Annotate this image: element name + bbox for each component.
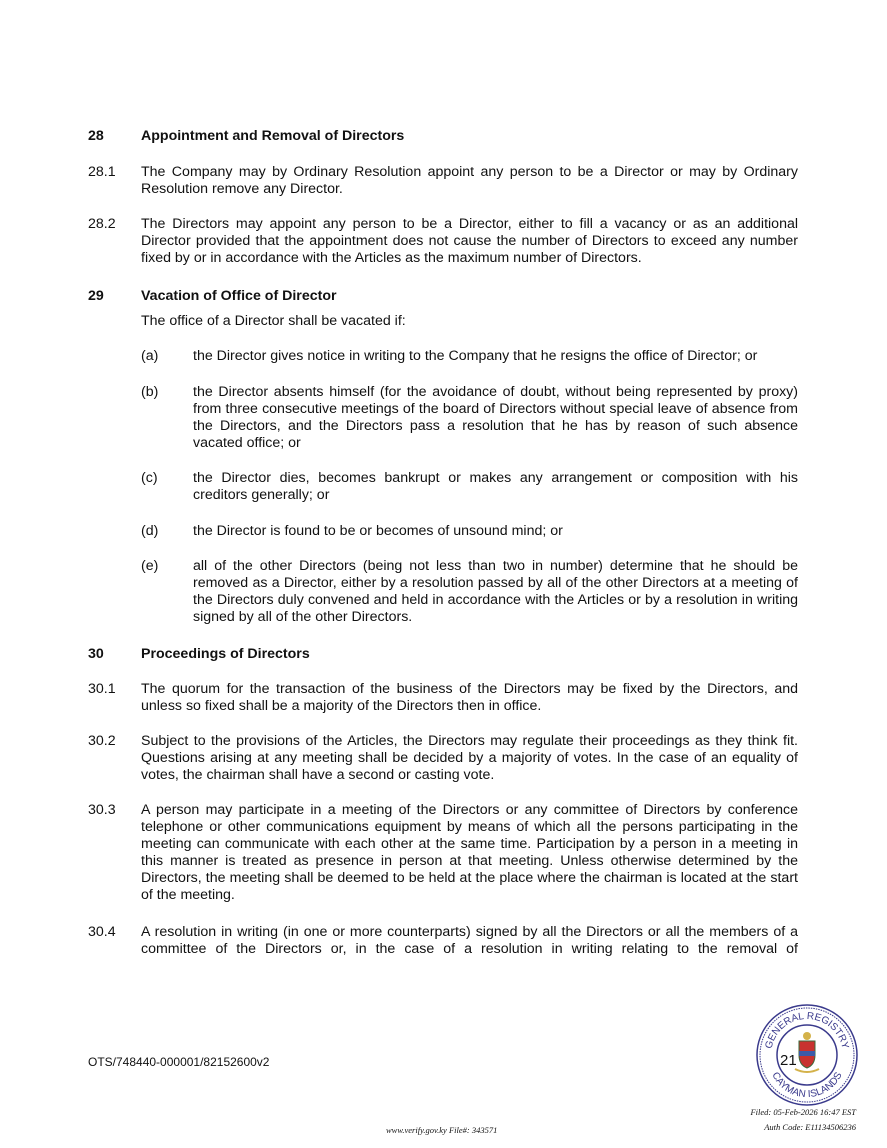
svg-text:CAYMAN ISLANDS: CAYMAN ISLANDS xyxy=(769,1070,845,1101)
clause-28-1 xyxy=(88,164,798,198)
clause-text: The quorum for the transaction of the business of the Directors may be fixed by the Directors, and unless so fixed shall be a majority of the Directors then in office. xyxy=(141,681,798,714)
clause-number: 30.2 xyxy=(88,733,116,749)
item-text: the Director gives notice in writing to the Company that he resigns the office of Director; or xyxy=(193,348,758,364)
section-number: 28 xyxy=(88,128,104,144)
general-registry-seal-icon xyxy=(755,1003,859,1107)
clause-28-2 xyxy=(88,216,798,267)
clause-30-3 xyxy=(88,802,798,904)
section-29-intro xyxy=(88,313,798,330)
section-title: Proceedings of Directors xyxy=(141,646,310,662)
section-30-heading xyxy=(88,646,798,663)
item-label: (b) xyxy=(141,384,159,400)
clause-30-4 xyxy=(88,924,798,958)
clause-30-2 xyxy=(88,733,798,784)
page-number: 21 xyxy=(780,1052,797,1069)
item-text: the Director is found to be or becomes of unsound mind; or xyxy=(193,523,563,539)
item-c xyxy=(141,470,798,504)
item-label: (c) xyxy=(141,470,158,486)
section-title: Vacation of Office of Director xyxy=(141,288,337,304)
item-label: (a) xyxy=(141,348,159,364)
clause-number: 30.4 xyxy=(88,924,116,940)
clause-number: 28.1 xyxy=(88,164,116,180)
item-d xyxy=(141,523,798,540)
section-title: Appointment and Removal of Directors xyxy=(141,128,405,144)
filed-timestamp: Filed: 05-Feb-2026 16:47 EST xyxy=(750,1107,856,1117)
item-text: the Director absents himself (for the avoidance of doubt, without being represented by proxy) from three consecutive meetings of the board of Directors without special leave of absence from the Directors, and the Directors pass a resolution that he has by reason of such absence vacated office; or xyxy=(193,384,798,451)
section-28-heading xyxy=(88,128,798,145)
item-text: the Director dies, becomes bankrupt or makes any arrangement or composition with his creditors generally; or xyxy=(193,470,798,503)
clause-text: Subject to the provisions of the Articles, the Directors may regulate their proceedings as they think fit. Questions arising at any meeting shall be decided by a majority of votes. In the case of an equality of votes, the chairman shall have a second or casting vote. xyxy=(141,733,798,783)
intro-text: The office of a Director shall be vacated if: xyxy=(141,313,406,329)
clause-text: A resolution in writing (in one or more counterparts) signed by all the Directors or all the members of a committee of the Directors or, in the case of a resolution in writing relating to the removal of xyxy=(141,924,798,957)
clause-text: The Directors may appoint any person to be a Director, either to fill a vacancy or as an additional Director provided that the appointment does not cause the number of Directors to exceed any number fixed by or in accordance with the Articles as the maximum number of Directors. xyxy=(141,216,798,266)
clause-number: 30.3 xyxy=(88,802,116,818)
clause-number: 28.2 xyxy=(88,216,116,232)
document-reference: OTS/748440-000001/82152600v2 xyxy=(88,1055,270,1069)
item-label: (d) xyxy=(141,523,159,539)
item-a xyxy=(141,348,798,365)
item-label: (e) xyxy=(141,558,159,574)
item-e xyxy=(141,558,798,626)
auth-code: Auth Code: E11134506236 xyxy=(764,1122,856,1132)
clause-30-1 xyxy=(88,681,798,715)
svg-text:GENERAL REGISTRY: GENERAL REGISTRY xyxy=(763,1010,851,1050)
clause-text: The Company may by Ordinary Resolution appoint any person to be a Director or may by Ordinary Resolution remove any Director. xyxy=(141,164,798,197)
section-number: 29 xyxy=(88,288,104,304)
section-number: 30 xyxy=(88,646,104,662)
item-text: all of the other Directors (being not less than two in number) determine that he should be removed as a Director, either by a resolution passed by all of the other Directors at a meeting of the Directors duly convened and held in accordance with the Articles or by a resolution in writing signed by all of the other Directors. xyxy=(193,558,798,625)
verify-link[interactable]: www.verify.gov.ky File#: 343571 xyxy=(386,1125,498,1135)
clause-text: A person may participate in a meeting of the Directors or any committee of Directors by conference telephone or other communications equipment by means of which all the persons participating in the meeting can communicate with each other at the same time. Participation by a person in a meeting in this manner is treated as presence in person at that meeting. Unless otherwise determined by the Directors, the meeting shall be deemed to be held at the place where the chairman is located at the start of the meeting. xyxy=(141,802,798,903)
item-b xyxy=(141,384,798,452)
section-29-heading xyxy=(88,288,798,305)
clause-number: 30.1 xyxy=(88,681,116,697)
